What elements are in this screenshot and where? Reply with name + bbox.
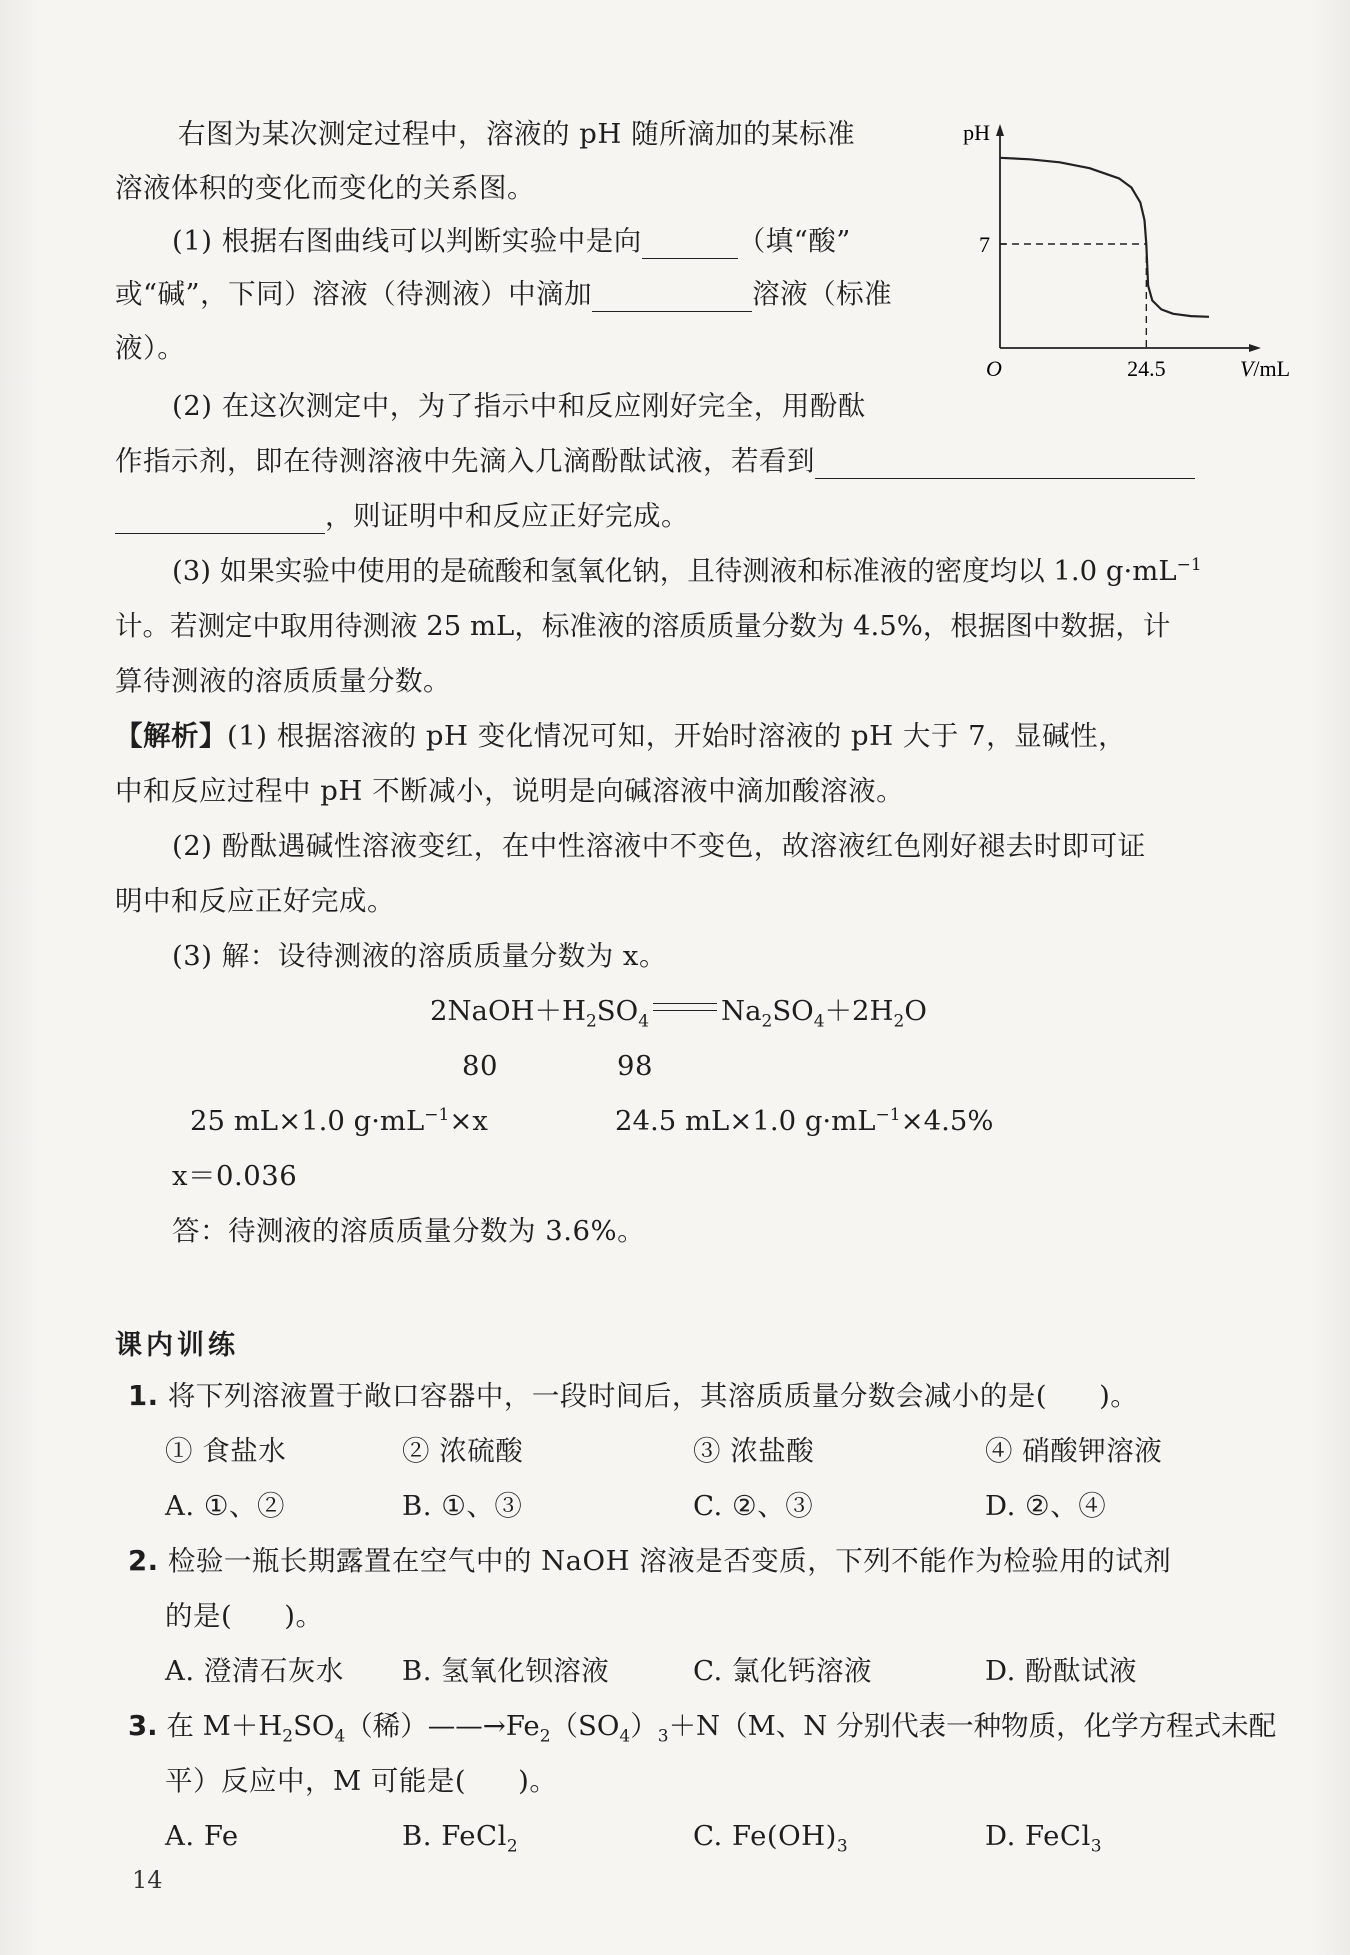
subscript: 2	[585, 1011, 597, 1032]
analysis-line: 中和反应过程中 pH 不断减小，说明是向碱溶液中滴加酸溶液。	[115, 775, 905, 807]
expr-part: 25 mL×1.0 g·mL	[190, 1105, 425, 1137]
question-text: 将下列溶液置于敞口容器中，一段时间后，其溶质质量分数会减小的是(	[167, 1380, 1048, 1412]
question-number: 2.	[128, 1545, 159, 1577]
subscript: 2	[761, 1011, 773, 1032]
option-c[interactable]: C. ②、③	[693, 1490, 814, 1522]
molar-mass-80: 80	[462, 1050, 498, 1082]
superscript: −1	[424, 1104, 450, 1125]
ph-curve	[1000, 158, 1209, 317]
analysis-line: (2) 酚酞遇碱性溶液变红，在中性溶液中不变色，故溶液红色刚好褪去时即可证	[172, 830, 1146, 862]
y-tick-label: 7	[979, 232, 990, 257]
mass-expression	[615, 1103, 994, 1139]
item: ③ 浓盐酸	[693, 1435, 815, 1467]
subscript: 4	[619, 1726, 631, 1747]
eq-part: SO	[596, 995, 639, 1027]
question-text: ，则证明中和反应正好完成。	[325, 500, 689, 532]
option-a[interactable]: A. Fe	[165, 1820, 239, 1852]
question-1-line	[172, 223, 851, 259]
mass-expression	[190, 1103, 488, 1139]
question-number: 1.	[128, 1380, 159, 1412]
subscript: 4	[334, 1726, 346, 1747]
expr-part: ×4.5%	[900, 1105, 994, 1137]
question-text: 的是(	[165, 1600, 233, 1632]
question-text: 溶液（标准	[752, 278, 893, 310]
analysis-line: (3) 解：设待测液的溶质质量分数为 x。	[172, 940, 667, 972]
subscript: 2	[506, 1836, 519, 1857]
exercise-3	[128, 1708, 1277, 1747]
question-text: 作指示剂，即在待测溶液中先滴入几滴酚酞试液，若看到	[115, 445, 815, 477]
question-text: )。	[284, 1600, 324, 1632]
final-answer: 答：待测液的溶质质量分数为 3.6%。	[172, 1215, 646, 1247]
option-a[interactable]: A. ①、②	[165, 1490, 285, 1522]
answer-blank[interactable]	[592, 281, 752, 312]
question-1-line: 液）。	[115, 332, 186, 364]
superscript: −1	[875, 1104, 901, 1125]
expr-part: 24.5 mL×1.0 g·mL	[615, 1105, 876, 1137]
question-text: )。	[1099, 1380, 1139, 1412]
eq-part: ＋2H	[824, 995, 894, 1027]
subscript: 3	[1090, 1836, 1103, 1857]
analysis-line: 明中和反应正好完成。	[115, 885, 395, 917]
answer-blank[interactable]	[642, 228, 738, 259]
molar-mass-98: 98	[617, 1050, 653, 1082]
question-2-line	[115, 443, 1195, 479]
option-a[interactable]: A. 澄清石灰水	[165, 1655, 344, 1687]
option-c[interactable]	[693, 1818, 849, 1857]
equals-sign	[649, 1000, 721, 1020]
section-title: 课内训练	[115, 1330, 239, 1361]
item: ① 食盐水	[165, 1435, 287, 1467]
q-part: 在 M＋H	[166, 1710, 283, 1742]
analysis-text: (1) 根据溶液的 pH 变化情况可知，开始时溶液的 pH 大于 7，显碱性，	[227, 720, 1127, 752]
item: ② 浓硫酸	[402, 1435, 524, 1467]
chemical-equation	[430, 993, 927, 1032]
exercise-1	[128, 1378, 1138, 1414]
ph-titration-chart	[950, 120, 1290, 400]
page-number: 14	[132, 1866, 163, 1894]
answer-blank[interactable]	[815, 448, 1195, 479]
q-part: SO	[293, 1710, 335, 1742]
question-text: 或“碱”，下同）溶液（待测液）中滴加	[115, 278, 593, 310]
question-2-line	[115, 498, 689, 534]
question-number: 3.	[128, 1710, 158, 1742]
eq-part: 2NaOH＋H	[430, 995, 586, 1027]
question-text: (1) 根据右图曲线可以判断实验中是向	[172, 225, 642, 257]
option-d[interactable]: D. 酚酞试液	[985, 1655, 1138, 1687]
option-text: D. FeCl	[985, 1820, 1091, 1852]
exercise-2	[128, 1543, 1171, 1579]
option-b[interactable]: B. ①、③	[402, 1490, 523, 1522]
x-axis-label: V/mL	[1239, 356, 1290, 381]
item: ④ 硝酸钾溶液	[985, 1435, 1163, 1467]
eq-part: SO	[772, 995, 814, 1027]
question-3-line	[172, 553, 1202, 589]
answer-blank[interactable]	[115, 503, 325, 534]
subscript: 2	[539, 1726, 551, 1747]
x-tick-label: 24.5	[1127, 356, 1166, 381]
q-part: ＋N（M、N 分别代表一种物质，化学方程式未配	[668, 1710, 1277, 1742]
question-text: 平）反应中，M 可能是(	[165, 1765, 467, 1797]
question-1-line	[115, 276, 892, 312]
question-text: (3) 如果实验中使用的是硫酸和氢氧化钠，且待测液和标准液的密度均以 1.0 g·mL	[172, 555, 1177, 587]
exercise-2-cont	[165, 1598, 323, 1634]
option-text: C. Fe(OH)	[693, 1820, 837, 1852]
eq-part: Na	[721, 995, 762, 1027]
option-c[interactable]: C. 氯化钙溶液	[693, 1655, 873, 1687]
x-result: x＝0.036	[172, 1160, 298, 1192]
question-3-line: 算待测液的溶质质量分数。	[115, 665, 451, 697]
option-text: B. FeCl	[402, 1820, 507, 1852]
subscript: 2	[282, 1726, 294, 1747]
expr-part: ×x	[449, 1105, 488, 1137]
y-axis-arrow	[996, 124, 1004, 136]
chart-svg	[950, 120, 1290, 400]
subscript: 3	[836, 1836, 849, 1857]
y-axis-label: pH	[963, 120, 990, 145]
q-part: （稀）——→Fe	[345, 1710, 540, 1742]
question-text: 检验一瓶长期露置在空气中的 NaOH 溶液是否变质，下列不能作为检验用的试剂	[167, 1545, 1172, 1577]
option-b[interactable]	[402, 1818, 519, 1857]
x-axis-arrow	[1249, 344, 1261, 352]
analysis-line	[115, 718, 1126, 754]
subscript: 4	[638, 1011, 650, 1032]
q-part: （SO	[550, 1710, 620, 1742]
problem-line: 溶液体积的变化而变化的关系图。	[115, 172, 535, 204]
option-b[interactable]: B. 氢氧化钡溶液	[402, 1655, 610, 1687]
q-part: ）	[630, 1710, 658, 1742]
question-text: （填“酸”	[737, 225, 851, 257]
origin-label: O	[986, 356, 1002, 381]
question-2-line: (2) 在这次测定中，为了指示中和反应刚好完全，用酚酞	[172, 390, 866, 422]
problem-line: 右图为某次测定过程中，溶液的 pH 随所滴加的某标准	[178, 118, 856, 150]
question-text: )。	[518, 1765, 558, 1797]
exercise-3-cont	[165, 1763, 557, 1799]
subscript: 2	[893, 1011, 905, 1032]
eq-part: O	[904, 995, 927, 1027]
analysis-label: 【解析】	[115, 720, 227, 752]
subscript: 3	[657, 1726, 669, 1747]
superscript: −1	[1176, 554, 1202, 575]
question-3-line: 计。若测定中取用待测液 25 mL，标准液的溶质质量分数为 4.5%，根据图中数据，计	[115, 610, 1171, 642]
option-d[interactable]	[985, 1818, 1103, 1857]
subscript: 4	[813, 1011, 825, 1032]
option-d[interactable]: D. ②、④	[985, 1490, 1107, 1522]
